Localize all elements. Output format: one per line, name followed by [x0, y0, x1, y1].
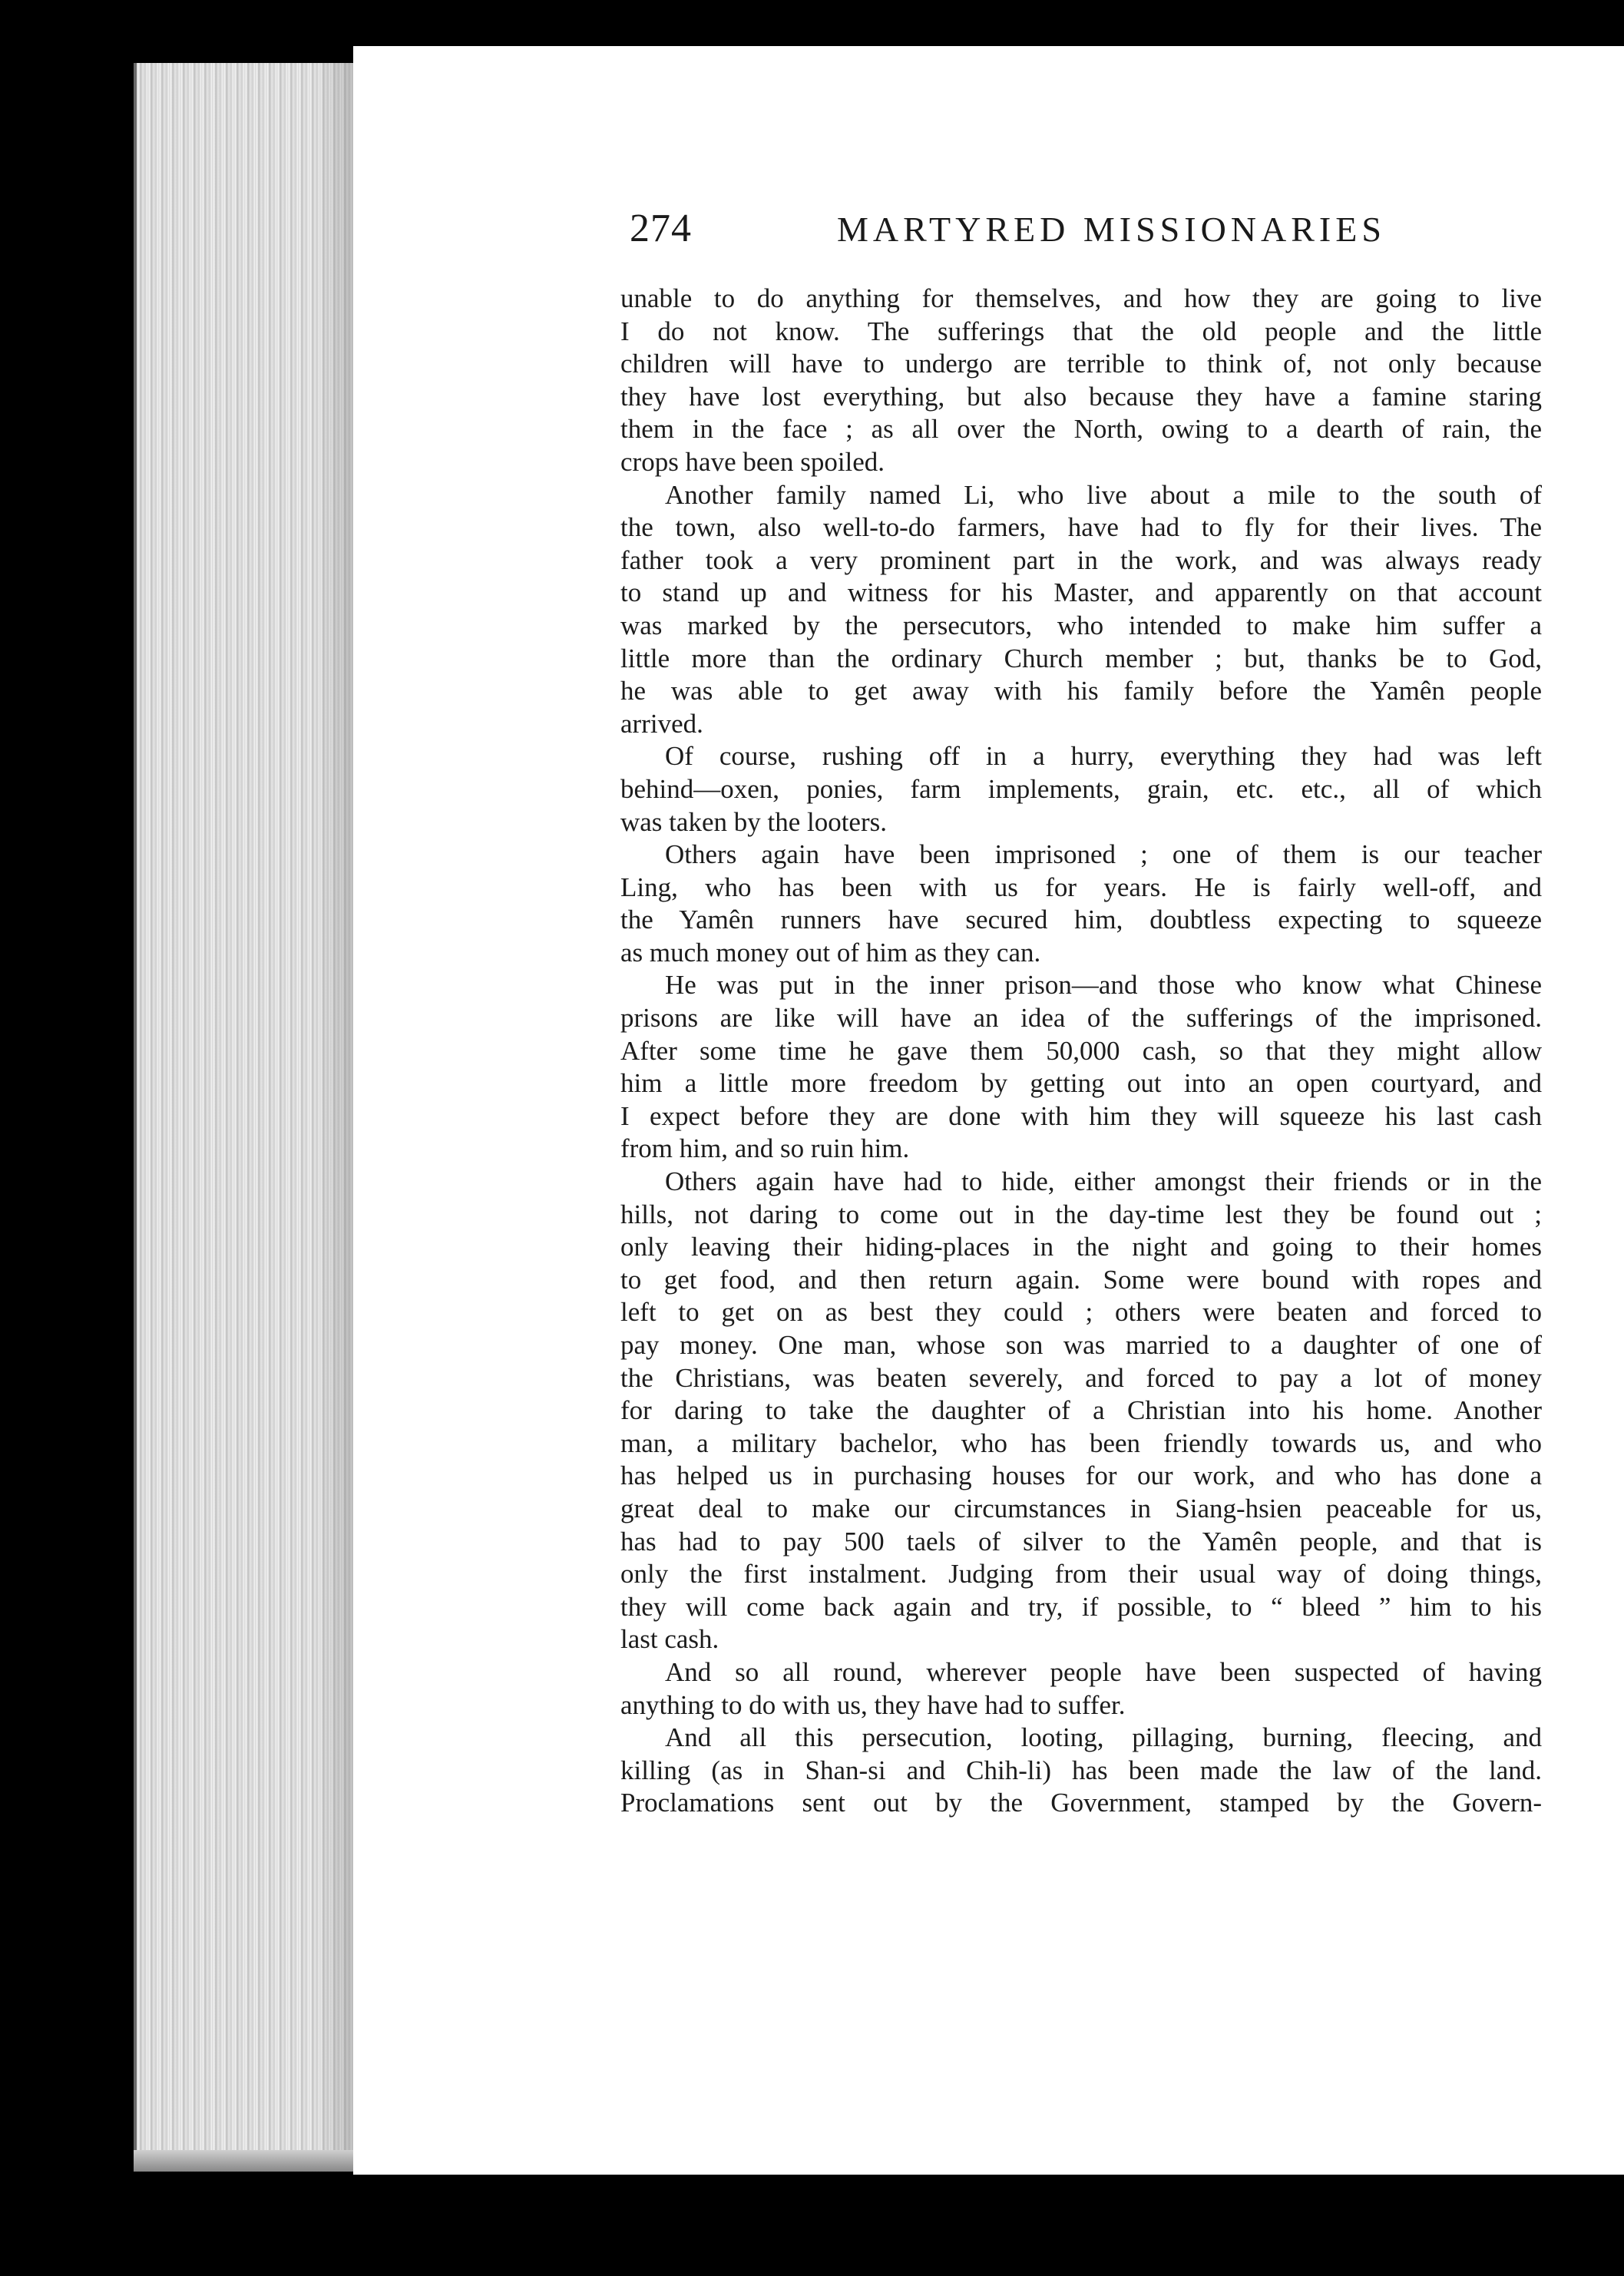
text-line: last cash.: [620, 1624, 719, 1655]
body-text: [620, 283, 1542, 1820]
text-line: And so all round, wherever people have been suspected of having: [665, 1656, 1542, 1687]
text-line: father took a very prominent part in the work, and was always ready: [620, 544, 1542, 575]
text-line: I do not know. The sufferings that the old people and the little: [620, 316, 1542, 346]
text-line: to stand up and witness for his Master, and apparently on that account: [620, 577, 1542, 608]
text-line: Proclamations sent out by the Government, stamped by the Govern-: [620, 1788, 1542, 1818]
text-line: I expect before they are done with him they will squeeze his last cash: [620, 1100, 1542, 1131]
text-line: anything to do with us, they have had to suffer.: [620, 1689, 1126, 1720]
paragraph: [620, 1656, 1542, 1722]
text-line: killing (as in Shan-si and Chih-li) has been made the law of the land.: [620, 1755, 1542, 1785]
text-line: arrived.: [620, 708, 703, 739]
text-line: After some time he gave them 50,000 cash, so that they might allow: [620, 1035, 1542, 1066]
page-number: 274: [630, 207, 692, 250]
text-line: hills, not daring to come out in the day-time lest they be found out ;: [620, 1199, 1542, 1229]
text-line: the Christians, was beaten severely, and forced to pay a lot of money: [620, 1362, 1542, 1393]
text-line: as much money out of him as they can.: [620, 937, 1041, 968]
paragraph: [620, 740, 1542, 839]
text-line: from him, and so ruin him.: [620, 1133, 910, 1164]
text-line: behind—oxen, ponies, farm implements, grain, etc. etc., all of which: [620, 773, 1542, 804]
text-line: was marked by the persecutors, who intended to make him suffer a: [620, 610, 1542, 640]
text-line: great deal to make our circumstances in Siang-hsien peaceable for us,: [620, 1493, 1542, 1523]
paragraph: [620, 969, 1542, 1166]
text-line: the Yamên runners have secured him, doubtless expecting to squeeze: [620, 905, 1542, 935]
text-line: Of course, rushing off in a hurry, everything they had was left: [665, 741, 1542, 772]
text-line: they will come back again and try, if possible, to “ bleed ” him to his: [620, 1591, 1542, 1622]
text-line: only leaving their hiding-places in the night and going to their homes: [620, 1232, 1542, 1262]
running-head: [630, 206, 1543, 267]
text-line: the town, also well-to-do farmers, have had to fly for their lives. The: [620, 512, 1542, 543]
text-line: pay money. One man, whose son was married to a daughter of one of: [620, 1330, 1542, 1360]
text-line: only the first instalment. Judging from their usual way of doing things,: [620, 1559, 1542, 1590]
paragraph: [620, 839, 1542, 969]
text-line: unable to do anything for themselves, and how they are going to live: [620, 283, 1542, 313]
text-line: man, a military bachelor, who has been friendly towards us, and who: [620, 1427, 1542, 1458]
text-line: him a little more freedom by getting out into an open courtyard, and: [620, 1068, 1542, 1099]
text-line: they have lost everything, but also because they have a famine staring: [620, 381, 1542, 412]
text-line: them in the face ; as all over the North, owing to a dearth of rain, the: [620, 414, 1542, 445]
text-line: children will have to undergo are terrible to think of, not only because: [620, 349, 1542, 379]
text-line: to get food, and then return again. Some were bound with ropes and: [620, 1264, 1542, 1295]
text-line: crops have been spoiled.: [620, 446, 885, 477]
paragraph: [620, 1722, 1542, 1820]
text-line: has helped us in purchasing houses for our work, and who has done a: [620, 1461, 1542, 1491]
text-line: for daring to take the daughter of a Christian into his home. Another: [620, 1395, 1542, 1426]
text-line: was taken by the looters.: [620, 806, 887, 837]
text-line: Ling, who has been with us for years. He is fairly well-off, and: [620, 872, 1542, 902]
text-line: prisons are like will have an idea of the sufferings of the imprisoned.: [620, 1003, 1542, 1034]
text-line: left to get on as best they could ; others were beaten and forced to: [620, 1297, 1542, 1328]
text-line: has had to pay 500 taels of silver to the Yamên people, and that is: [620, 1526, 1542, 1556]
text-line: And all this persecution, looting, pillaging, burning, fleecing, and: [665, 1722, 1542, 1753]
text-line: He was put in the inner prison—and those who know what Chinese: [665, 970, 1542, 1001]
paragraph: [620, 479, 1542, 741]
text-line: Another family named Li, who live about a mile to the south of: [665, 479, 1542, 510]
paragraph: [620, 283, 1542, 479]
running-title: MARTYRED MISSIONARIES: [837, 210, 1386, 249]
paragraph: [620, 1166, 1542, 1656]
text-line: Others again have been imprisoned ; one of them is our teacher: [665, 839, 1542, 870]
text-line: Others again have had to hide, either amongst their friends or in the: [665, 1166, 1542, 1197]
text-line: little more than the ordinary Church member ; but, thanks be to God,: [620, 643, 1542, 673]
text-line: he was able to get away with his family before the Yamên people: [620, 676, 1542, 706]
